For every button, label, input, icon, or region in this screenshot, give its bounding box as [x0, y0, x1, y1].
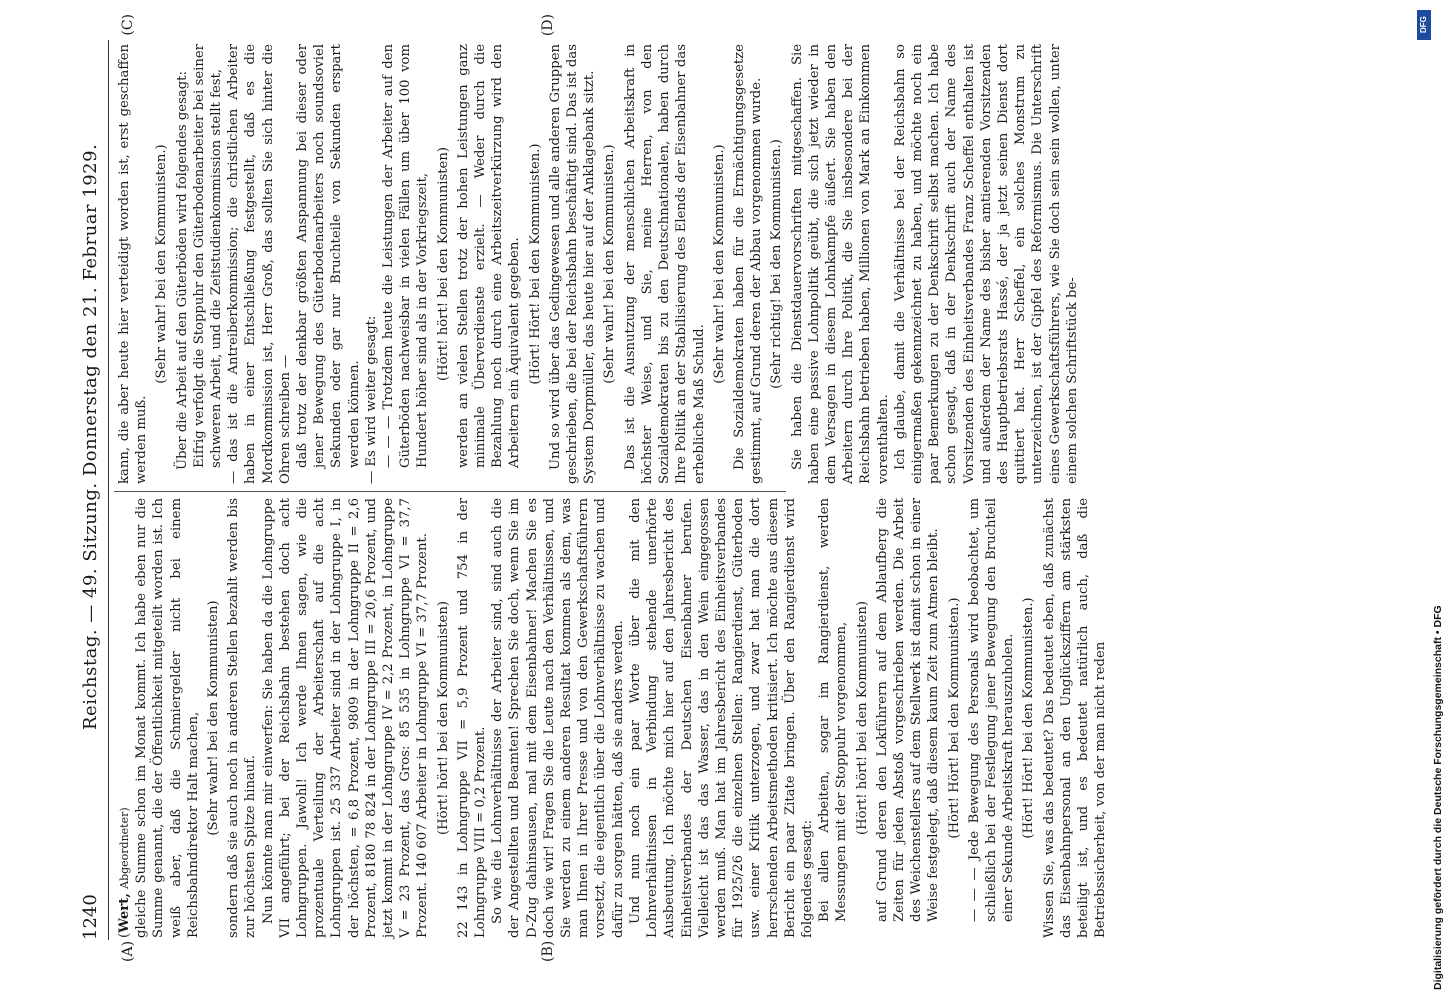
- page-number: 1240: [80, 894, 101, 940]
- speaker-line: (Wert, Abgeordneter): [117, 807, 132, 938]
- paragraph: Das ist die Ausnutzung der menschlichen Arbeitskraft in höchster Weise, und Sie, meine Herren, von den Sozialdemokraten bis zu den Deutschnationalen, haben durch Ihre Politik an der Stabilisierung des Elends der Eisenbahner das erhebliche Maß Schuld.: [622, 44, 707, 484]
- dfg-credit-bar: [1416, 10, 1444, 1000]
- left-column: [116, 498, 1109, 938]
- paragraph: Die Sozialdemokraten haben für die Ermächtigungsgesetze gestimmt, auf Grund deren der Abbau vorgenommen wurde.: [731, 44, 765, 484]
- interjection: (Sehr wahr! bei den Kommunisten.): [711, 144, 727, 384]
- dfg-logo: DFG: [1417, 10, 1431, 40]
- interjection: (Sehr richtig! bei den Kommunisten.): [769, 139, 785, 389]
- paragraph: Sie haben die Dienstdauervorschriften mitgeschaffen. Sie haben eine passive Lohnpolitik geübt, die sich jetzt wieder in dem Versagen in diesem Lohnkampfe äußert. Sie haben den Arbeitern durch Ihre Politik, die Sie insbesondere bei der Reichsbahn betrieben haben, Millionen von Mark an Einkommen vorenthalten.: [789, 44, 891, 484]
- paragraph: sondern daß sie auch noch in anderen Stellen bezahlt werden bis zur höchsten Spitze hinauf.: [226, 498, 259, 938]
- page-title: Reichstag. — 49. Sitzung. Donnerstag den 21. Februar 1929.: [80, 143, 101, 730]
- quotation: Eifrig verfolgt die Stoppuhr den Güterbodenarbeiter bei seiner schweren Arbeit, und die Zeitstudienkommission stellt fest,: [191, 44, 225, 468]
- speaker-name: Wert,: [117, 893, 132, 933]
- quotation: Bei allen Arbeiten, sogar im Rangierdienst, werden Messungen mit der Stoppuhr vorgenommen,: [817, 498, 850, 922]
- paragraph: kann, die aber heute hier verteidigt worden ist, erst geschaffen werden muß.: [117, 44, 150, 484]
- document-page: [80, 14, 1109, 962]
- margin-marker-a: (A): [120, 940, 136, 962]
- paragraph: Und nun noch ein paar Worte über die mit den Lohnverhältnissen in Verbindung stehende unerhörte Ausbeutung. Ich möchte mich hier auf den Jahresbericht des Einheitsverbandes der Deutschen Eisenbahner berufen. Vielleicht ist das das Wasser, das in den Wein eingegossen werden muß. Man hat im Jahresbericht des Einheitsverbandes für 1925/26 die einzelnen Stellen: Rangierdienst, Güterboden usw. einer Kritik unterzogen, und zwar hat man die dort herrschenden Arbeitsmethoden kritisiert. Ich möchte aus diesem Bericht ein paar Zitate bringen. Über den Rangierdienst wird folgendes gesagt:: [627, 498, 815, 938]
- paragraph: Und so wird über das Gedingewesen und alle anderen Gruppen geschrieben, die bei der Reichsbahn beschäftigt sind. Das ist das System Dorpmüller, das heute hier auf der Anklagebank sitzt.: [547, 44, 598, 484]
- interjection: (Sehr wahr! bei den Kommunisten.): [154, 144, 170, 384]
- digitization-credit: Digitalisierung gefördert durch die Deutsche Forschungsgemeinschaft • DFG: [1432, 605, 1444, 990]
- quotation: — — — Jede Bewegung des Personals wird beobachtet, um schließlich bei der Festlegung jener Bewegung den Bruchteil einer Sekunde Arbeitskraft herauszuholen.: [966, 498, 1017, 922]
- quotation: — — — Trotzdem heute die Leistungen der Arbeiter auf den Güterböden nachweisbar in vielen Fällen um über 100 vom Hundert höher sind als in der Vorkriegszeit,: [381, 44, 431, 468]
- margin-marker-c: (C): [120, 14, 136, 36]
- paragraph: Über die Arbeit auf den Güterböden wird folgendes gesagt:: [174, 71, 190, 470]
- paragraph: Nun könnte man mir einwerfen: Sie haben da die Lohngruppe VII angeführt; bei der Reichsbahn bestehen doch acht Lohngruppen. Jawohl! Ich werde Ihnen sagen, wie die prozentuale Verteilung der Arbeiterschaft auf die acht Lohngruppen ist. 25 337 Arbeiter sind in der Lohngruppe I, in der höchsten, = 6,8 Prozent, 9809 in der Lohngruppe II = 2,6 Prozent, 8180 78 824 in der Lohngruppe III = 20,6 Prozent, und jetzt kommt in der Lohngruppe IV = 2,2 Prozent, in Lohngruppe V = 23 Prozent, das Gros: 85 535 in Lohngruppe VI = 37,7 Prozent. 140 607 Arbeiter in Lohngruppe VI = 37,7 Prozent.: [260, 498, 431, 938]
- paragraph: 22 143 in Lohngruppe VII = 5,9 Prozent und 754 in der Lohngruppe VIII = 0,2 Prozent.: [455, 498, 489, 938]
- margin-marker-d: (D): [540, 14, 556, 37]
- paragraph: gleiche Summe schon im Monat kommt. Ich habe eben nur die Summe genannt, die der Öffentlichkeit mitgeteilt worden ist. Ich weiß aber, daß die Schmiergelder nicht bei einem Reichsbahndirektor Halt machen,: [134, 498, 201, 938]
- paragraph: Wissen Sie, was das bedeutet? Das bedeutet eben, daß zunächst das Eisenbahnpersonal an den Unglücksziffern am stärksten beteiligt ist, und es bedeutet natürlich auch, daß die Betriebssicherheit, von der man nicht reden: [1041, 498, 1109, 938]
- column-divider: [114, 491, 786, 492]
- interjection: (Hört! hört! bei den Kommunisten): [435, 601, 451, 835]
- interjection: (Hört! Hört! bei den Kommunisten.): [946, 597, 962, 839]
- page-header: [80, 40, 109, 940]
- paragraph: So wie die Lohnverhältnisse der Arbeiter sind, sind auch die der Angestellten und Beamten! Sprechen Sie doch, wenn Sie im D-Zug dahinsausen, mal mit dem Eisenbahner! Machen Sie es doch wie wir! Fragen Sie die Leute nach den Verhältnissen, und Sie werden zu einem anderen Resultat kommen als dem, was man Ihnen in Ihrer Presse und von den Gewerkschaftsführern vorsetzt, die eigentlich über die Lohnverhältnisse zu wachen und dafür zu sorgen hätten, daß sie anders werden.: [490, 498, 626, 938]
- speaker-note: Abgeordneter): [118, 807, 131, 889]
- paragraph: — das ist die Antreiberkommission; die christlichen Arbeiter haben in einer Entschließung festgestellt, daß es die Mordkommission ist, Herr Groß, das sollten Sie sich hinter die Ohren schreiben —: [226, 44, 293, 484]
- right-column: [116, 44, 1080, 484]
- paragraph: — Es wird weiter gesagt:: [363, 315, 379, 484]
- paragraph: Ich glaube, damit die Verhältnisse bei der Reichsbahn so einigermaßen gekennzeichnet zu haben, und möchte noch ein paar Bemerkungen zu der Denkschrift selbst machen. Ich habe schon gesagt, daß in der Denkschrift auch der Name des Vorsitzenden des Einheitsverbandes Franz Scheffel enthalten ist und außerdem der Name des bisher amtierenden Vorsitzenden des Hauptbetriebsrats Hassé, der ja jetzt seinen Dienst dort quittiert hat. Herr Scheffel, ein solches Monstrum zu unterzeichnen, ist der Gipfel des Reformismus. Die Unterschrift eines Gewerkschaftsführers, wie Sie doch sein sein wollen, unter einem solchen Schriftstück be-: [892, 44, 1080, 484]
- margin-marker-b: (B): [540, 940, 556, 962]
- interjection: (Hört! hört! bei den Kommunisten): [435, 147, 451, 381]
- interjection: (Sehr wahr! bei den Kommunisten): [206, 600, 222, 836]
- interjection: (Sehr wahr! bei den Kommunisten.): [602, 144, 618, 384]
- interjection: (Hört! Hört! bei den Kommunisten.): [1021, 597, 1037, 839]
- interjection: (Hört! hört! bei den Kommunisten): [854, 601, 870, 835]
- quotation: werden an vielen Stellen trotz der hohen Leistungen ganz minimale Überverdienste erzielt. — Weder durch die Bezahlung noch durch eine Arbeitszeitverkürzung wird den Arbeitern ein Äquivalent gegeben.: [455, 44, 523, 468]
- interjection: (Hört! Hört! bei den Kommunisten.): [527, 143, 543, 385]
- quotation: auf Grund deren den Lokführern auf dem Ablaufberg die Zeiten für jeden Abstoß vorgeschrieben werden. Die Arbeit des Weichenstellers auf dem Stellwerk ist damit schon in einer Weise festgelegt, daß diesem kaum Zeit zum Atmen bleibt.: [874, 498, 942, 922]
- quotation: daß trotz der denkbar größten Anspannung bei dieser oder jener Bewegung des Güterbodenarbeiters noch soundsoviel Sekunden oder gar nur Bruchteile von Sekunden erspart werden können.: [295, 44, 362, 468]
